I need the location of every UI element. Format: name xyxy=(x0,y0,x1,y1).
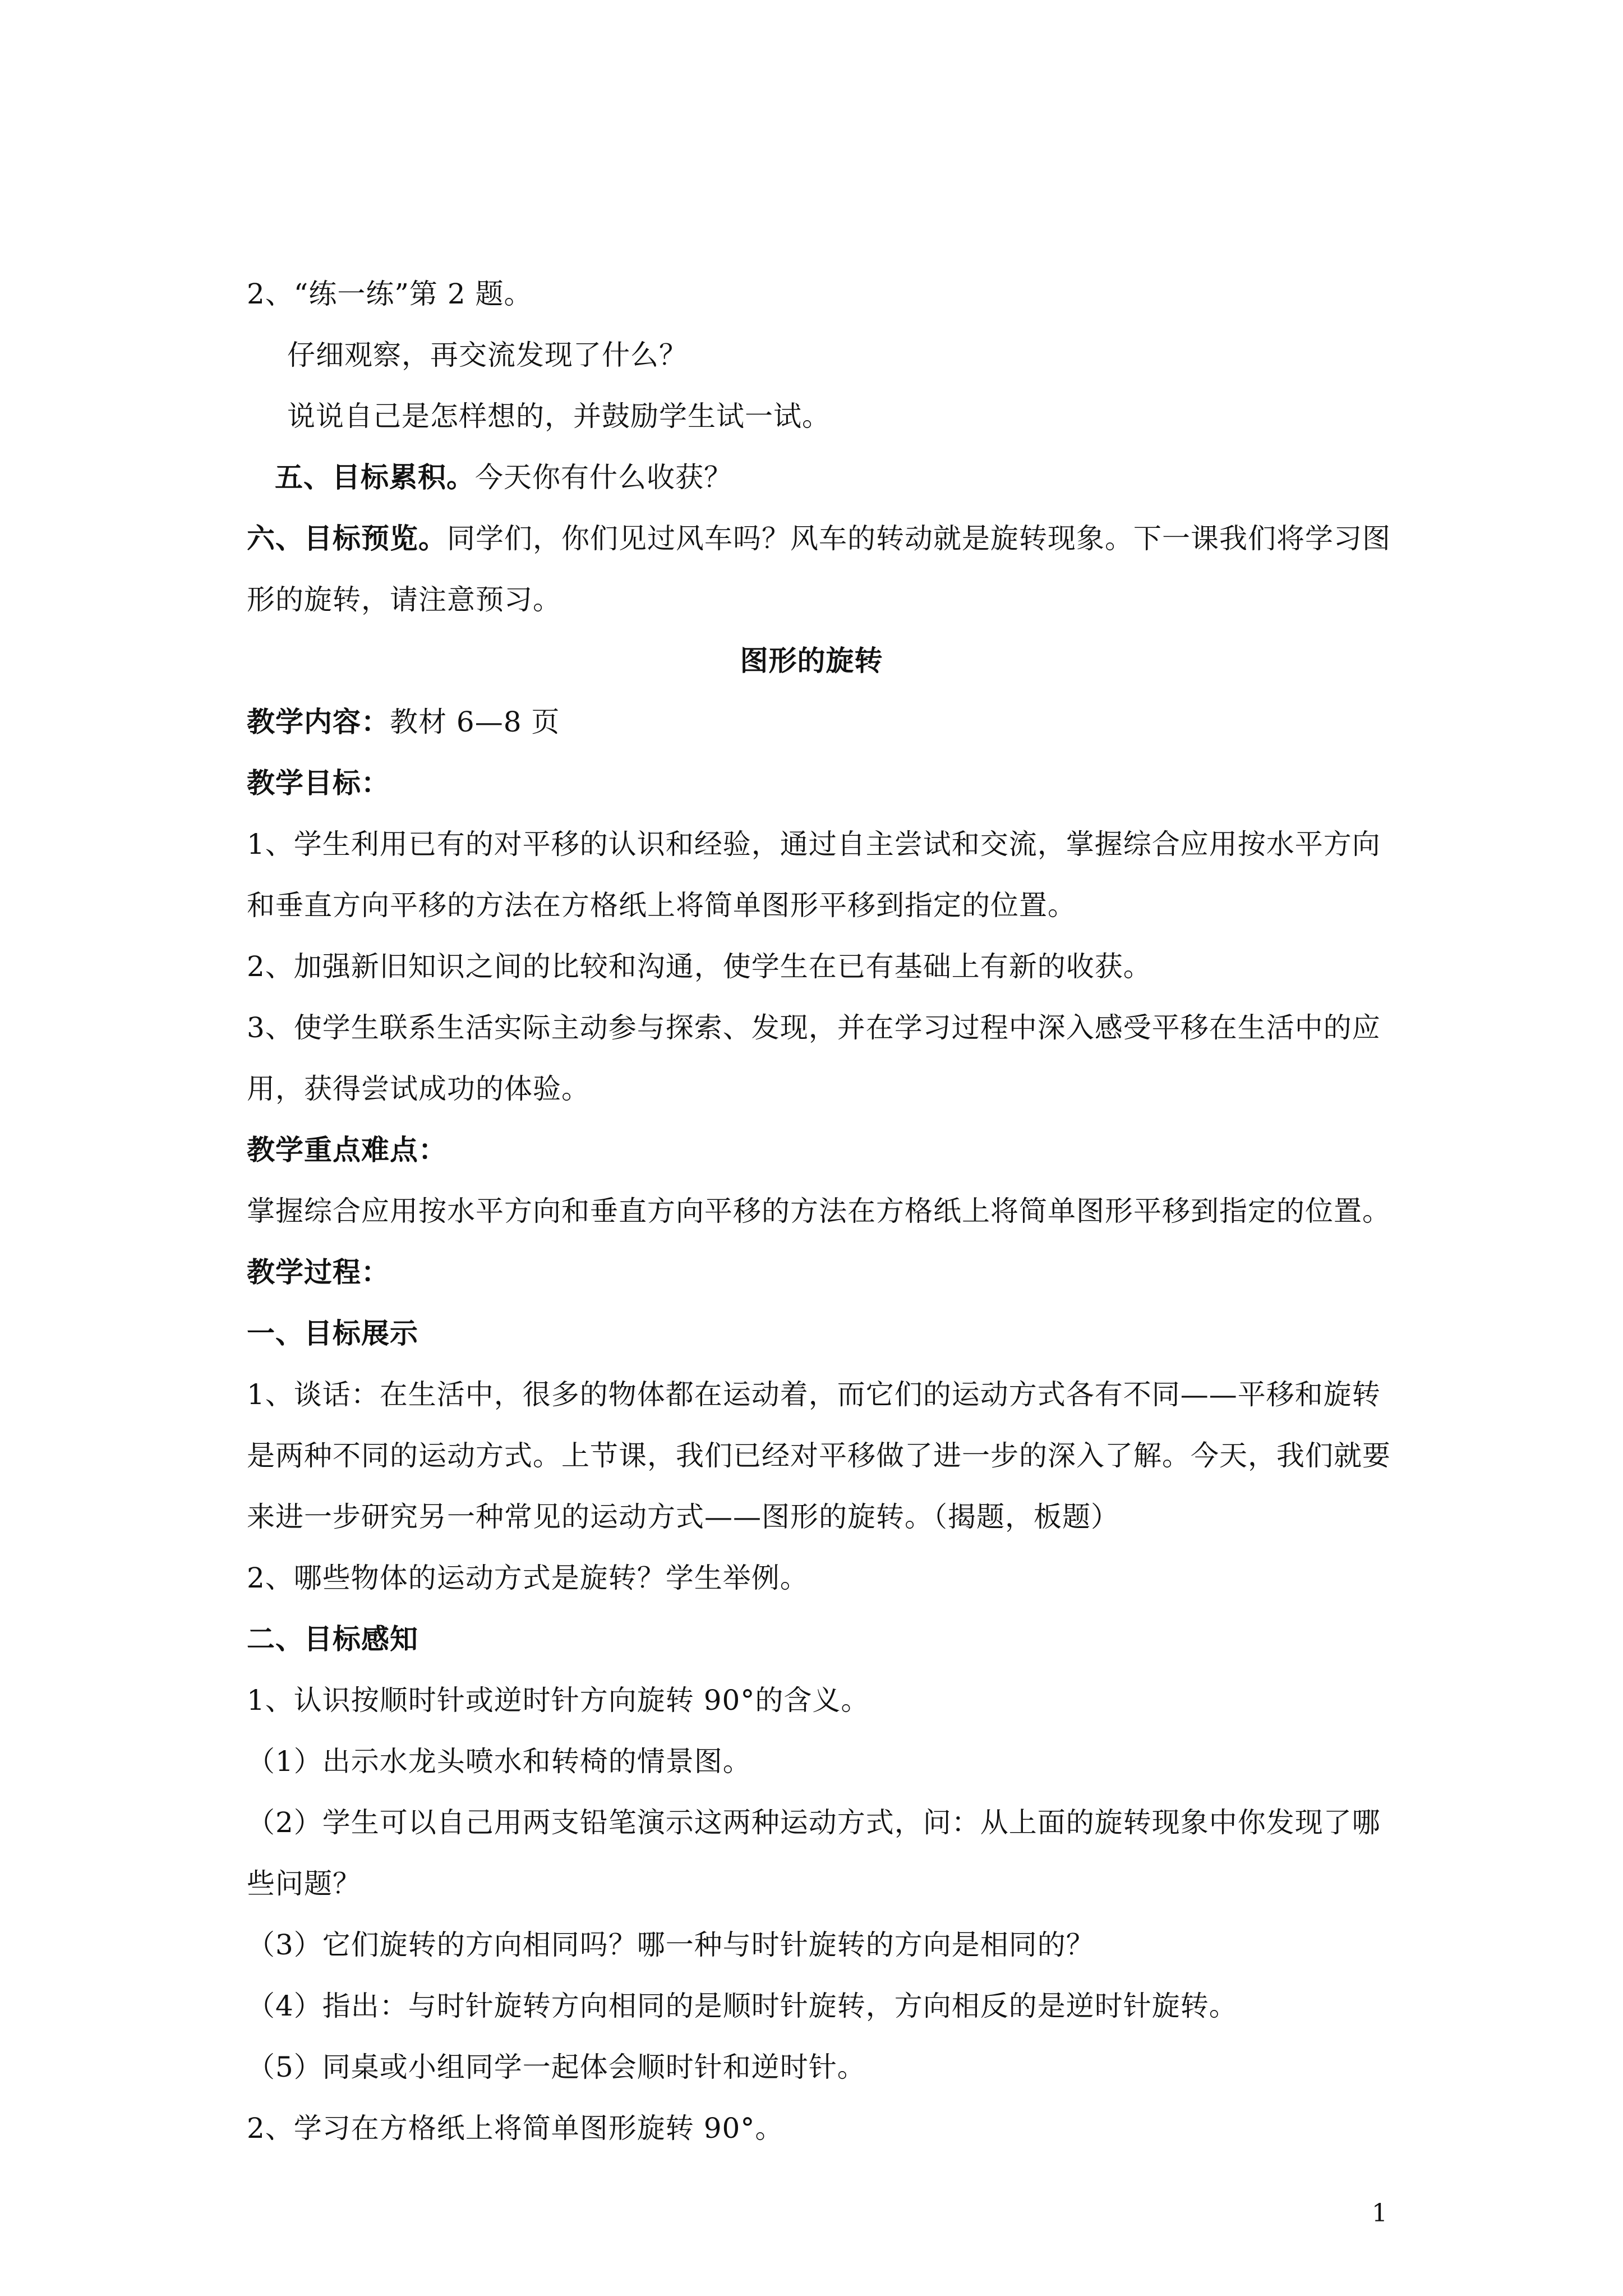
section-heading: 教学过程： xyxy=(247,1255,390,1289)
text-line: 仔细观察，再交流发现了什么？ xyxy=(287,339,688,371)
text-line: 掌握综合应用按水平方向和垂直方向平移的方法在方格纸上将简单图形平移到指定的位置。 xyxy=(247,1195,1391,1227)
text-line: 些问题？ xyxy=(247,1867,361,1900)
text-line: 用，获得尝试成功的体验。 xyxy=(247,1073,590,1105)
section-heading: 一、目标展示 xyxy=(247,1317,418,1350)
text-line: 2、“练一练”第 2 题。 xyxy=(247,278,533,310)
text-line: 2、哪些物体的运动方式是旋转？学生举例。 xyxy=(247,1562,809,1594)
text-line: 来进一步研究另一种常见的运动方式——图形的旋转。（揭题，板题） xyxy=(247,1501,1119,1533)
text-line xyxy=(275,457,732,498)
section-heading: 六、目标预览。 xyxy=(247,522,447,555)
text-line: （5）同桌或小组同学一起体会顺时针和逆时针。 xyxy=(247,2051,866,2083)
field-label: 教学内容： xyxy=(247,705,390,738)
text-line: 形的旋转，请注意预习。 xyxy=(247,583,561,616)
text-line: 1、谈话：在生活中，很多的物体都在运动着，而它们的运动方式各有不同——平移和旋转 xyxy=(247,1378,1381,1411)
text-line: （4）指出：与时针旋转方向相同的是顺时针旋转，方向相反的是逆时针旋转。 xyxy=(247,1990,1238,2022)
text-line: 3、使学生联系生活实际主动参与探索、发现，并在学习过程中深入感受平移在生活中的应 xyxy=(247,1011,1381,1044)
text-line: 1、认识按顺时针或逆时针方向旋转 90°的含义。 xyxy=(247,1684,870,1717)
text-line: 2、加强新旧知识之间的比较和沟通，使学生在已有基础上有新的收获。 xyxy=(247,950,1152,983)
section-heading: 五、目标累积。 xyxy=(275,461,475,494)
page-number: 1 xyxy=(1372,2199,1387,2228)
text-line: （2）学生可以自己用两支铅笔演示这两种运动方式，问：从上面的旋转现象中你发现了哪 xyxy=(247,1806,1381,1839)
text-span: 今天你有什么收获？ xyxy=(475,461,732,494)
text-line: （3）它们旋转的方向相同吗？哪一种与时针旋转的方向是相同的？ xyxy=(247,1929,1095,1961)
document-title: 图形的旋转 xyxy=(740,644,883,677)
text-span: 同学们，你们见过风车吗？风车的转动就是旋转现象。下一课我们将学习图 xyxy=(447,522,1391,555)
section-heading: 二、目标感知 xyxy=(247,1622,418,1655)
text-span: 教材 6—8 页 xyxy=(390,706,560,738)
section-heading: 教学目标： xyxy=(247,766,390,799)
text-line: 2、学习在方格纸上将简单图形旋转 90°。 xyxy=(247,2112,784,2145)
text-line: 1、学生利用已有的对平移的认识和经验，通过自主尝试和交流，掌握综合应用按水平方向 xyxy=(247,828,1381,861)
text-line: 说说自己是怎样想的，并鼓励学生试一试。 xyxy=(287,400,831,432)
text-line xyxy=(247,702,560,742)
text-line: （1）出示水龙头喷水和转椅的情景图。 xyxy=(247,1745,751,1778)
text-line: 和垂直方向平移的方法在方格纸上将简单图形平移到指定的位置。 xyxy=(247,889,1076,922)
section-heading: 教学重点难点： xyxy=(247,1133,447,1166)
text-line: 是两种不同的运动方式。上节课，我们已经对平移做了进一步的深入了解。今天，我们就要 xyxy=(247,1439,1391,1472)
text-line xyxy=(247,518,1391,559)
